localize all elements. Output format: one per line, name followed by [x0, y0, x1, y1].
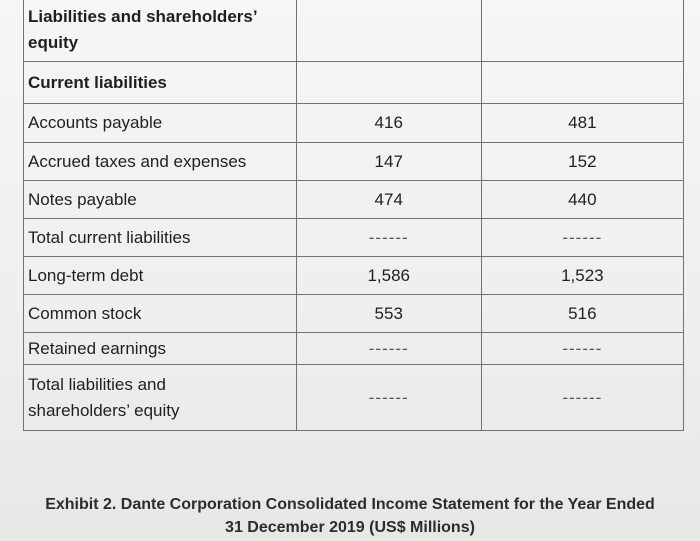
table-row [24, 295, 684, 333]
blank-line-2018: ------ [481, 365, 683, 431]
row-label: Total current liabilities [24, 219, 297, 257]
value-2018: 516 [481, 295, 683, 333]
value-2019: 474 [296, 181, 481, 219]
row-label: Retained earnings [24, 333, 297, 365]
section-header-line2: equity [28, 33, 79, 52]
blank-line-2018: ------ [481, 333, 683, 365]
section-header-line1: Liabilities and shareholders’ [28, 7, 258, 26]
caption-line2: 31 December 2019 (US$ Millions) [225, 519, 475, 536]
row-label: Long-term debt [24, 257, 297, 295]
table-row [24, 62, 684, 104]
row-label: Common stock [24, 295, 297, 333]
row-label: Accounts payable [24, 104, 297, 143]
row-label: Accrued taxes and expenses [24, 143, 297, 181]
row-label [24, 365, 297, 431]
blank-line-2019: ------ [296, 333, 481, 365]
table-row [24, 365, 684, 431]
balance-sheet-table [23, 0, 684, 431]
value-2019: 147 [296, 143, 481, 181]
blank-line-2019: ------ [296, 219, 481, 257]
table-row [24, 257, 684, 295]
row-label: Notes payable [24, 181, 297, 219]
value-2019: 416 [296, 104, 481, 143]
value-2019: 1,586 [296, 257, 481, 295]
subheader-cell: Current liabilities [24, 62, 297, 104]
value-2018: 152 [481, 143, 683, 181]
table-row [24, 219, 684, 257]
value-2018: 481 [481, 104, 683, 143]
blank-line-2018: ------ [481, 219, 683, 257]
table-row [24, 181, 684, 219]
section-header-cell [24, 0, 297, 62]
table-row [24, 333, 684, 365]
table-row [24, 143, 684, 181]
blank-line-2019: ------ [296, 365, 481, 431]
value-2019: 553 [296, 295, 481, 333]
row-label-line2: shareholders’ equity [28, 400, 180, 420]
exhibit-caption [0, 493, 700, 539]
caption-line1: Exhibit 2. Dante Corporation Consolidated Income Statement for the Year Ended [45, 496, 655, 513]
value-2018: 1,523 [481, 257, 683, 295]
value-2018: 440 [481, 181, 683, 219]
table-row [24, 104, 684, 143]
table-row [24, 0, 684, 62]
row-label-line1: Total liabilities and [28, 374, 166, 394]
